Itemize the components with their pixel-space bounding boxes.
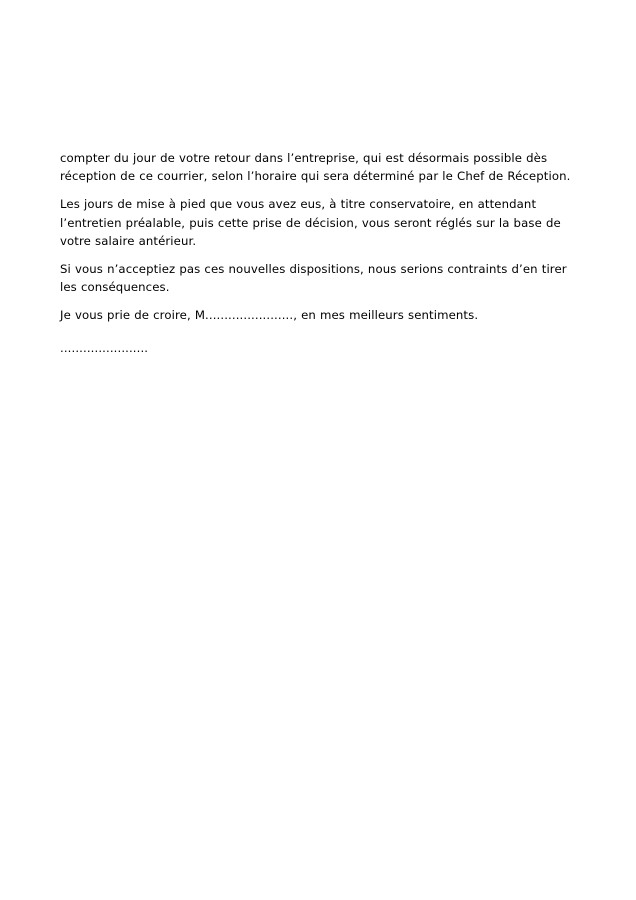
paragraph-refusal-consequences: Si vous n’acceptiez pas ces nouvelles dispositions, nous serions contraints d’en tirer les conséquences. xyxy=(60,262,567,295)
signature-placeholder-line: ....................... xyxy=(60,340,149,355)
paragraph-suspension-pay: Les jours de mise à pied que vous avez eus, à titre conservatoire, en attendant l’entretien préalable, puis cette prise de décision, vous seront réglés sur la base de votre salaire antérieur. xyxy=(60,197,561,248)
paragraph-continuation-return-date: compter du jour de votre retour dans l’entreprise, qui est désormais possible dès réception de ce courrier, selon l’horaire qui sera déterminé par le Chef de Réception. xyxy=(60,151,571,184)
letter-body xyxy=(60,149,586,357)
paragraph-closing-salutation: Je vous prie de croire, M......................., en mes meilleurs sentiments. xyxy=(60,308,479,323)
